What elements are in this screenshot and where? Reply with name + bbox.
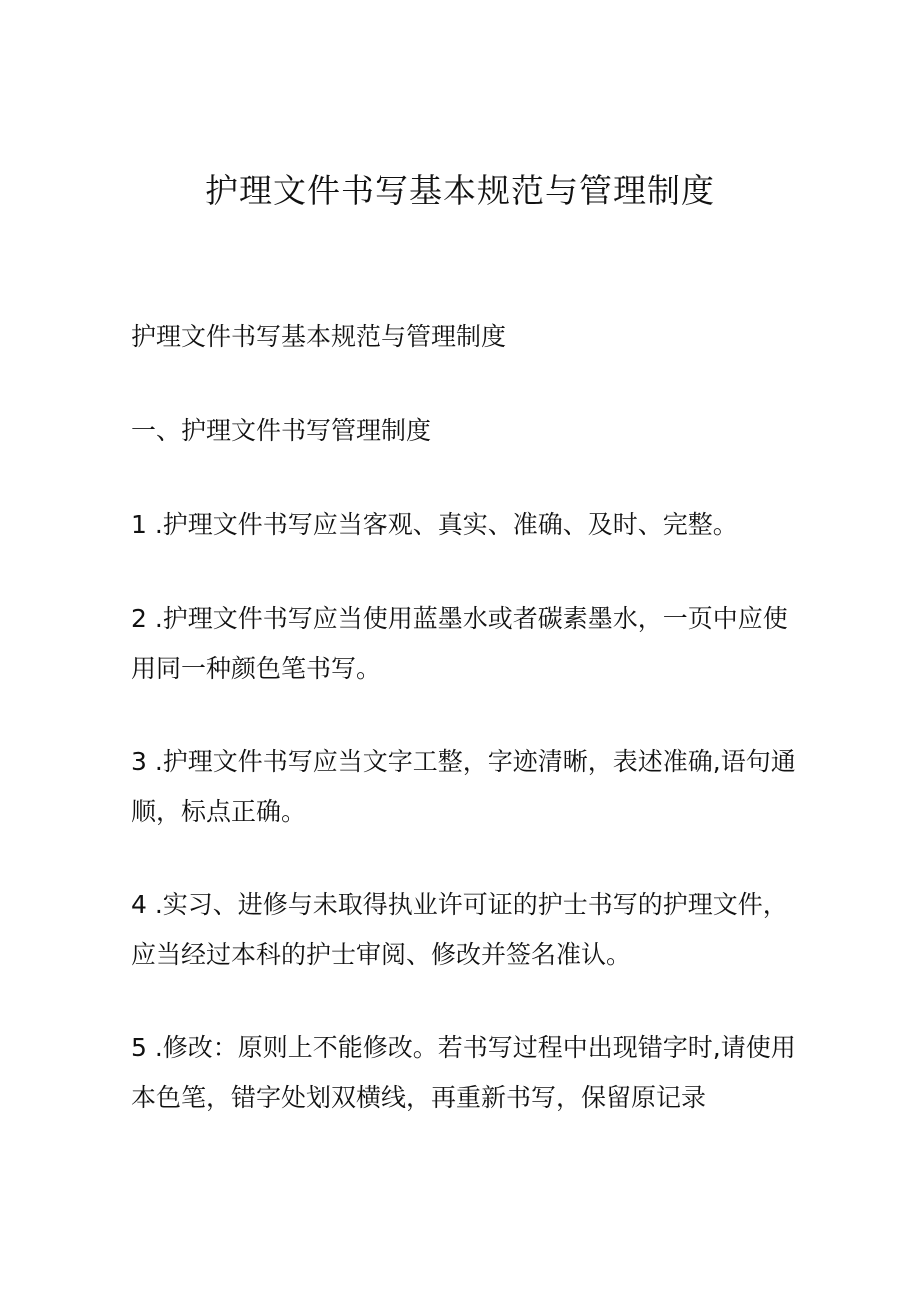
list-item: 3 .护理文件书写应当文字工整，字迹清晰，表述准确,语句通顺，标点正确。: [131, 747, 796, 826]
list-item: 2 .护理文件书写应当使用蓝墨水或者碳素墨水，一页中应使用同一种颜色笔书写。: [131, 604, 788, 683]
section-heading: 一、护理文件书写管理制度: [131, 416, 432, 445]
list-item: 4 .实习、进修与未取得执业许可证的护士书写的护理文件，应当经过本科的护士审阅、修改并签名准认。: [131, 890, 788, 969]
document-title: 护理文件书写基本规范与管理制度: [205, 171, 715, 210]
document-subtitle: 护理文件书写基本规范与管理制度: [131, 322, 507, 351]
list-item: 1 .护理文件书写应当客观、真实、准确、及时、完整。: [131, 510, 738, 539]
list-item: 5 .修改：原则上不能修改。若书写过程中出现错字时,请使用本色笔，错字处划双横线，再重新书写，保留原记录: [131, 1033, 796, 1112]
